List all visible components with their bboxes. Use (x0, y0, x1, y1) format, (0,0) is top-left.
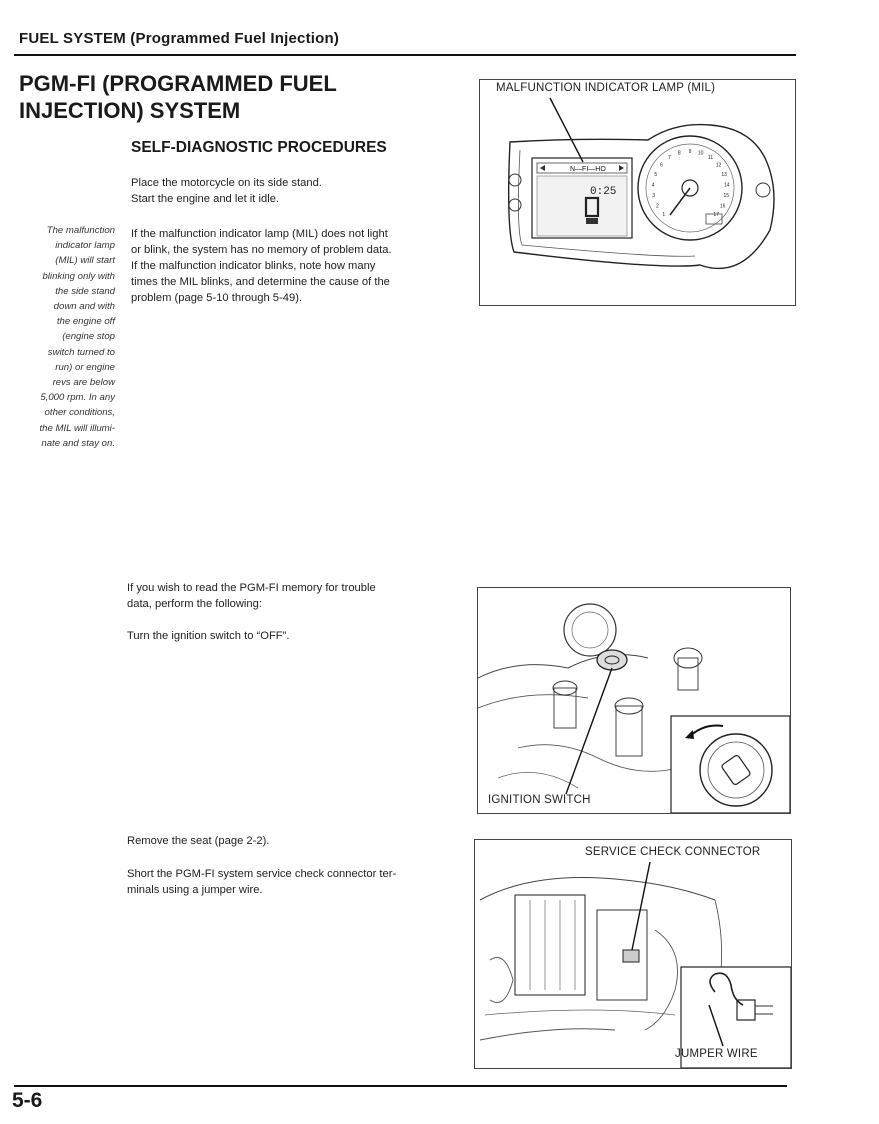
side-note (14, 223, 115, 451)
tach-number: 14 (724, 182, 730, 189)
paragraph-line: data, perform the following: (127, 598, 262, 610)
side-note-line: the side stand (55, 285, 115, 297)
paragraph-line: If the malfunction indicator lamp (MIL) does not light (131, 228, 388, 240)
pgm-fi-memory-paragraph (127, 580, 465, 612)
fork-top-left (554, 688, 576, 728)
steps-start-engine (131, 175, 322, 207)
mil-paragraph (131, 226, 466, 306)
side-note-line: indicator lamp (55, 240, 115, 252)
side-note-line: The malfunction (46, 225, 115, 236)
figure-label-ignition: IGNITION SWITCH (488, 794, 591, 806)
side-note-line: (engine stop (62, 331, 115, 343)
side-note-line: the MIL will illumi- (39, 422, 115, 434)
bar-segment (586, 218, 598, 224)
clock-readout: 0:25 (590, 186, 617, 198)
ignition-cylinder (597, 650, 627, 670)
side-note-line: revs are below (52, 377, 115, 389)
figure-ignition-switch (477, 587, 791, 814)
figure-label-mil: MALFUNCTION INDICATOR LAMP (MIL) (496, 82, 716, 94)
right-turn-icon (619, 165, 624, 171)
title-line: PGM-FI (PROGRAMMED FUEL (19, 71, 337, 96)
left-turn-icon (540, 165, 545, 171)
battery-area (515, 895, 585, 995)
tach-number: 15 (723, 193, 730, 200)
remove-seat-paragraph: Remove the seat (page 2-2). (127, 835, 270, 847)
side-note-line: (MIL) will start (55, 255, 115, 267)
side-note-line: down and with (53, 301, 115, 313)
tach-number: 8 (677, 150, 681, 157)
tachometer-ticks (652, 149, 730, 218)
section-heading: SELF-DIAGNOSTIC PROCEDURES (131, 139, 387, 156)
side-note-line: other conditions, (44, 407, 115, 419)
fork-top-right (678, 658, 698, 690)
tach-number: 4 (651, 182, 655, 189)
tach-number: 9 (688, 149, 692, 155)
tach-number: 12 (715, 162, 722, 169)
tach-number: 7 (668, 155, 671, 162)
paragraph-line: or blink, the system has no memory of problem data. (131, 244, 392, 256)
paragraph-line: times the MIL blinks, and determine the cause of the (131, 276, 390, 288)
page-title (19, 70, 337, 124)
short-connector-paragraph (127, 866, 467, 898)
side-note-line: 5,000 rpm. In any (40, 392, 115, 404)
service-connector-illustration (475, 840, 791, 1068)
tach-number: 5 (654, 171, 658, 178)
figure-label-service-connector: SERVICE CHECK CONNECTOR (585, 846, 761, 858)
side-note-line: run) or engine (55, 361, 115, 373)
ignition-switch-illustration (478, 588, 790, 813)
side-note-line: switch turned to (47, 346, 115, 358)
tach-number: 2 (656, 203, 659, 210)
step-line: Place the motorcycle on its side stand. (131, 177, 322, 189)
mil-indicator-text: N—FI—HO (570, 166, 606, 173)
paragraph-line: If you wish to read the PGM-FI memory for trouble (127, 582, 376, 594)
paragraph-line: Short the PGM-FI system service check connector ter- (127, 868, 397, 880)
header-rule (14, 54, 796, 56)
tach-number: 3 (652, 193, 656, 200)
footer-rule (14, 1085, 787, 1087)
instrument-panel-illustration (480, 80, 795, 305)
paragraph-line: If the malfunction indicator blinks, note how many (131, 260, 376, 272)
tach-number: 10 (697, 150, 704, 157)
paragraph-line: minals using a jumper wire. (127, 884, 263, 896)
tach-number: 1 (662, 212, 666, 219)
page-number: 5-6 (12, 1089, 43, 1112)
figure-label-jumper-wire: JUMPER WIRE (675, 1048, 758, 1060)
tach-number: 13 (721, 171, 727, 178)
service-check-connector (623, 950, 639, 962)
paragraph-line: problem (page 5-10 through 5-49). (131, 292, 303, 304)
tach-number: 6 (660, 162, 663, 169)
running-header: FUEL SYSTEM (Programmed Fuel Injection) (19, 30, 340, 47)
title-line: INJECTION) SYSTEM (19, 98, 241, 123)
side-note-line: nate and stay on. (41, 437, 115, 449)
tachometer-needle (670, 188, 690, 215)
side-note-line: the engine off (56, 316, 115, 328)
tach-number: 17 (713, 212, 719, 219)
ignition-off-paragraph: Turn the ignition switch to “OFF”. (127, 630, 290, 642)
tach-number: 11 (707, 155, 714, 162)
figure-mil (479, 79, 796, 306)
tach-number: 16 (719, 203, 726, 210)
step-line: Start the engine and let it idle. (131, 193, 280, 205)
figure-service-check-connector (474, 839, 792, 1069)
side-note-line: blinking only with (42, 270, 115, 282)
